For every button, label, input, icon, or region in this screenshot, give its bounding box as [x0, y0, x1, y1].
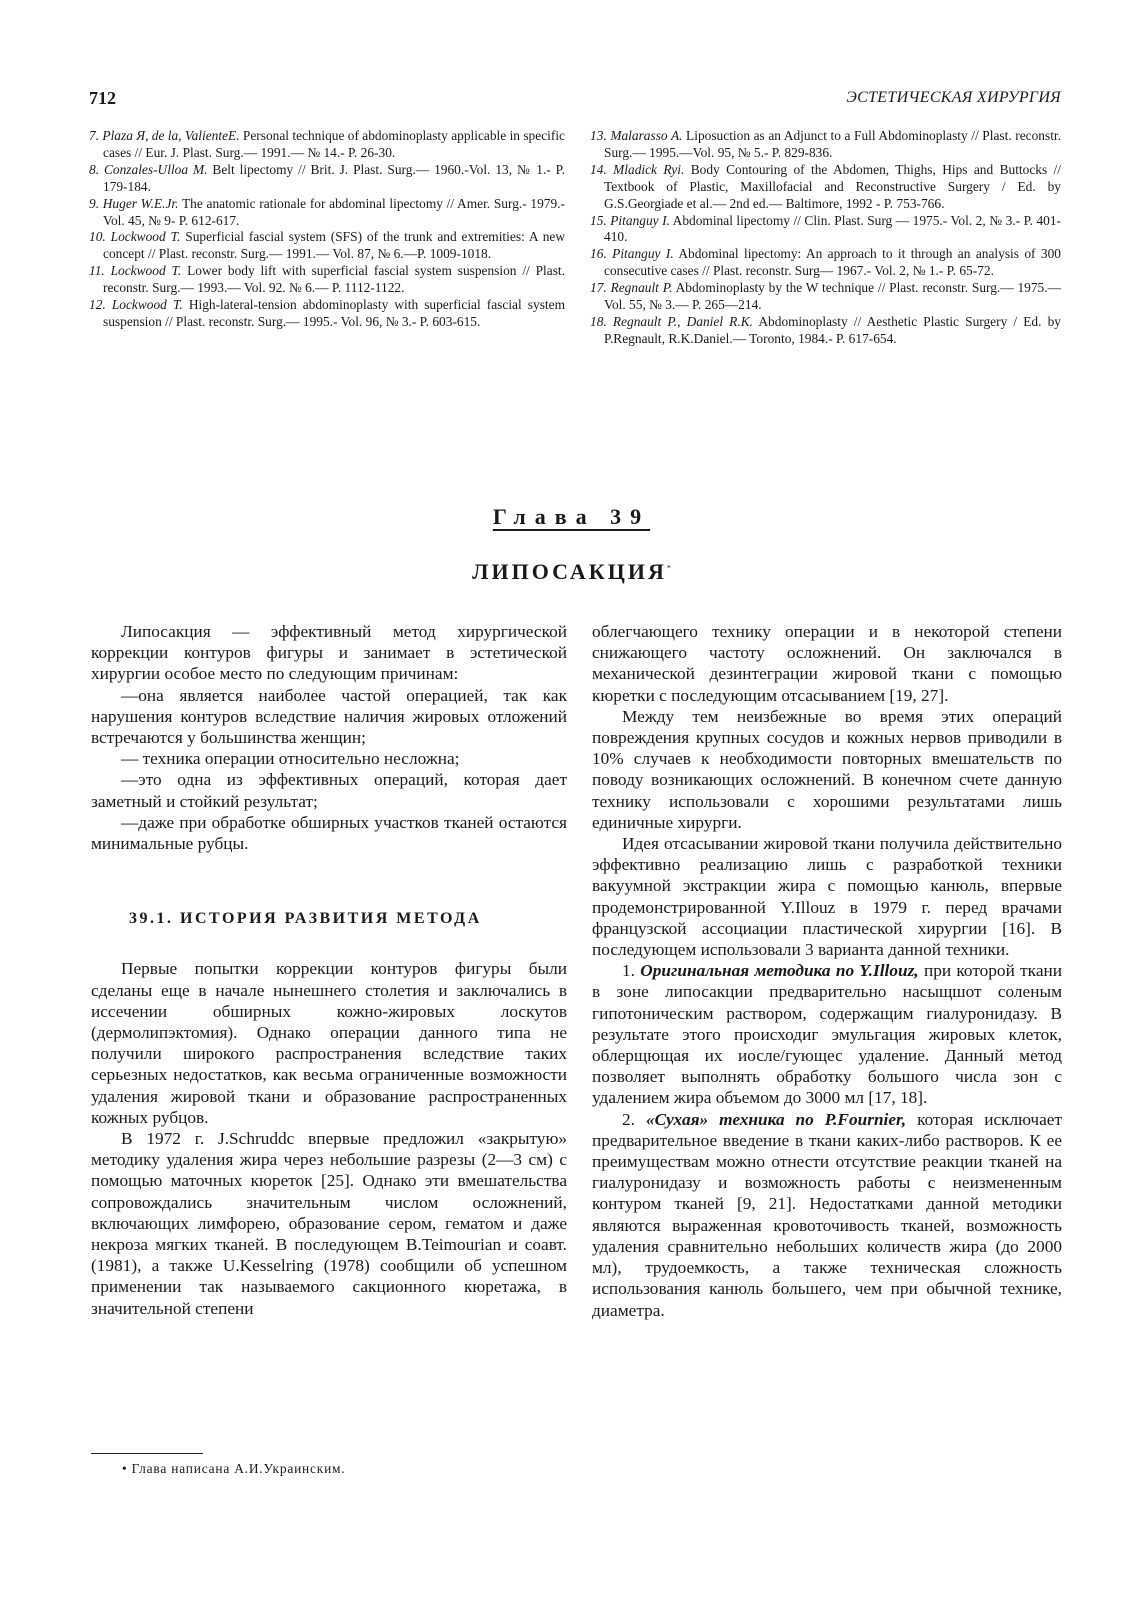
- intro-paragraph: Липосакция — эффективный метод хирургической коррекции контуров фигуры и занимает в эстетической хирургии особое место по следующим причинам:: [91, 622, 567, 684]
- running-head: ЭСТЕТИЧЕСКАЯ ХИРУРГИЯ: [846, 89, 1061, 106]
- reference-authors: Pitanguy I.: [612, 246, 674, 262]
- reference-authors: Huger W.E.Jr.: [102, 195, 179, 211]
- reference-number: 13.: [590, 128, 607, 143]
- reference-text: Body Contouring of the Abdomen, Thighs, Hips and Buttocks // Textbook of Plastic, Maxillofacial and Reconstructive Surgery / Ed. by G.S.Georgiade et al.— 2nd ed.— Baltimore, 1992 - P. 753-766.: [604, 161, 1061, 211]
- method-name: «Сухая» техника по P.Fournier,: [645, 1109, 907, 1129]
- reference-authors: Lockwood T.: [111, 297, 183, 313]
- reason-item: —даже при обработке обширных участков тканей остаются минимальные рубцы.: [91, 812, 567, 854]
- reason-item: —она является наиболее частой операцией, так как нарушения контуров вследствие наличия жировых отложений встречаются у большинства женщин;: [91, 685, 567, 748]
- reference-item: [89, 196, 565, 230]
- method-description: при которой ткани в зоне липосакции предварительно насыщшот соленым гипотоническим раствором, содержащим гиалуронидазу. В результате этого происходиг эмульгация жировых клеток, облерщющая их иосле/гующес удаление. Данный метод позволяет выполнять обработку большого числа зон с удалением жира объемом до 3000 мл [17, 18].: [592, 961, 1062, 1108]
- reference-item: [590, 213, 1061, 247]
- reference-number: 9.: [89, 195, 100, 211]
- reference-item: [590, 162, 1061, 213]
- reference-text: Personal technique of abdominoplasty applicable in specific cases // Eur. J. Plast. Surg.— 1991.— № 14.- P. 26-30.: [103, 128, 565, 160]
- reference-text: Superficial fascial system (SFS) of the trunk and extremities: A new concept // Plast. reconstr. Surg.— 1991.— Vol. 87, № 6.—P. 1009-1018.: [103, 229, 566, 262]
- body-paragraph: Идея отсасывании жировой ткани получила действительно эффективно реализацию лишь с разработкой техники вакуумной экстракции жира с помощью канюль, впервые продемонстрированной Y.Illouz в 1979 г. перед врачами французской ассоциации пластической хирургии [16]. В последующем использовали 3 варианта данной техники.: [592, 834, 1062, 960]
- reason-item: — техника операции относительно несложна;: [121, 749, 460, 769]
- chapter-label-text: Глава 39: [492, 504, 651, 529]
- reference-text: High-lateral-tension abdominoplasty with superficial fascial system suspension // Plast. reconstr. Surg.— 1995.- Vol. 96, № 3.- P. 603-615.: [103, 297, 565, 329]
- reference-number: 12.: [89, 297, 106, 313]
- footnote-divider: [91, 1453, 203, 1454]
- reference-authors: Mladick Ryi.: [613, 161, 685, 177]
- reference-text: Abdominal lipectomy: An approach to it through an analysis of 300 consecutive cases // Plast. reconstr. Surg— 1967.- Vol. 2, № 1.- P. 65-72.: [604, 246, 1061, 279]
- reference-authors: Malarasso A.: [610, 128, 683, 143]
- body-paragraph: В 1972 г. J.Schruddc впервые предложил «закрытую» методику удаления жира через небольшие разрезы (2—3 см) с помощью маточных кюреток [25]. Однако эти вмешательства сопровождались значительным числом осложнений, включающих лимфорею, образование сером, гематом и даже некроза мягких тканей. В последующем B.Teimourian и соавт.(1981), а также U.Kesselring (1978) сообщили об успешном применении так называемого сакционного кюретажа, в значительной степени: [91, 1129, 567, 1318]
- chapter-title-text: ЛИПОСАКЦИЯ: [472, 559, 667, 584]
- reference-number: 10.: [89, 229, 106, 245]
- reference-text: Abdominoplasty by the W technique // Plast. reconstr. Surg.— 1975.— Vol. 55, № 3.— P. 265—214.: [604, 280, 1061, 313]
- reference-number: 7.: [89, 128, 100, 143]
- reference-number: 16.: [590, 246, 607, 262]
- reference-item: [89, 128, 565, 162]
- reference-number: 15.: [590, 212, 607, 228]
- reference-item: [89, 263, 565, 297]
- method-name: Оригинальная методика по Y.Illouz,: [640, 961, 919, 981]
- reference-text: Belt lipectomy // Brit. J. Plast. Surg.— 1960.-Vol. 13, № 1.- P. 179-184.: [103, 161, 565, 194]
- reference-item: [590, 246, 1061, 280]
- method-description: которая исключает предварительное введение в ткани каких-либо растворов. К ее преимуществам можно отнести отсутствие реакции тканей на гиалуронидазу и возможность работы с неизмененным контуром тканей [9, 21]. Недостатками данной методики являются выраженная кровоточивость тканей, возможность удаления сравнительно небольших количеств жира (до 2000 мл), трудоемкость, а также техническая сложность использования канюль большего, чем при обычной технике, диаметра.: [592, 1109, 1063, 1320]
- method-number: 2.: [622, 1109, 646, 1129]
- reference-text: Abdominal lipectomy // Clin. Plast. Surg — 1975.- Vol. 2, № 3.- P. 401-410.: [604, 212, 1061, 245]
- reference-text: Abdominoplasty // Aesthetic Plastic Surgery / Ed. by P.Regnault, R.K.Daniel.— Toronto, 1984.- P. 617-654.: [604, 313, 1061, 346]
- reference-number: 11.: [89, 263, 105, 279]
- method-illouz-paragraph: [592, 960, 1062, 1108]
- reference-authors: Regnault P., Daniel R.K.: [612, 313, 753, 329]
- body-paragraph: Первые попытки коррекции контуров фигуры были сделаны еще в начале нынешнего столетия и заключались в иссечении обширных кожно-жировых лоскутов (дермолипэктомия). Однако операции данного типа не получили широкого распространения вследствие таких серьезных недостатков, как весьма ограниченные возможности удаления жировой ткани и образование распространенных кожных рубцов.: [91, 959, 567, 1127]
- reference-item: [590, 314, 1061, 348]
- section-heading: 39.1. ИСТОРИЯ РАЗВИТИЯ МЕТОДА: [129, 910, 482, 928]
- reference-authors: Lockwood T.: [110, 229, 181, 245]
- body-paragraph: облегчающего технику операции и в некоторой степени снижающего частоту осложнений. Он заключался в механической дезинтеграции жировой ткани с помощью кюретки с последующим отсасыванием [19, 27].: [592, 622, 1062, 705]
- footnote-marker: *: [666, 563, 671, 573]
- reference-number: 18.: [590, 313, 607, 329]
- reference-authors: Conzales-Ulloa M.: [103, 161, 208, 177]
- reference-item: [89, 162, 565, 196]
- reference-authors: Regnault P.: [610, 280, 673, 296]
- reference-number: 17.: [590, 280, 607, 296]
- references-right: [590, 128, 1061, 348]
- reference-number: 14.: [590, 161, 607, 177]
- chapter-label: [0, 504, 1143, 530]
- references-left: [89, 128, 565, 331]
- reference-authors: Lockwood T.: [110, 263, 182, 279]
- chapter-title: [0, 559, 1143, 585]
- left-column: [91, 621, 567, 1319]
- reference-authors: Pitanguy I.: [610, 212, 670, 228]
- reference-item: [590, 280, 1061, 314]
- reference-text: Lower body lift with superficial fascial system suspension // Plast. reconstr. Surg.— 1993.— Vol. 92. № 6.— P. 1112-1122.: [103, 263, 565, 296]
- body-paragraph: Между тем неизбежные во время этих операций повреждения крупных сосудов и кожных нервов приводили в 10% случаев к необходимости повторных вмешательств по поводу возникающих осложнений. В конечном счете данную технику использовали с хорошими результатами лишь единичные хирурги.: [592, 706, 1062, 832]
- page-number: 712: [89, 88, 116, 108]
- method-fournier-paragraph: [592, 1109, 1062, 1321]
- footnote: • Глава написана А.И.Украинским.: [122, 1461, 346, 1476]
- reference-text: The anatomic rationale for abdominal lipectomy // Amer. Surg.- 1979.- Vol. 45, № 9- P. 612-617.: [103, 195, 565, 228]
- method-number: 1.: [622, 961, 641, 981]
- right-column: [592, 621, 1062, 1321]
- reference-item: [590, 128, 1061, 162]
- reference-number: 8.: [89, 161, 100, 177]
- reason-item: —это одна из эффективных операций, которая дает заметный и стойкий результат;: [91, 770, 567, 811]
- reference-text: Liposuction as an Adjunct to a Full Abdominoplasty // Plast. reconstr. Surg.— 1995.—Vol. 95, № 5.- P. 829-836.: [604, 128, 1061, 160]
- reference-authors: Plaza Я, de la, ValienteE.: [102, 128, 240, 143]
- reference-item: [89, 297, 565, 331]
- reference-item: [89, 229, 565, 263]
